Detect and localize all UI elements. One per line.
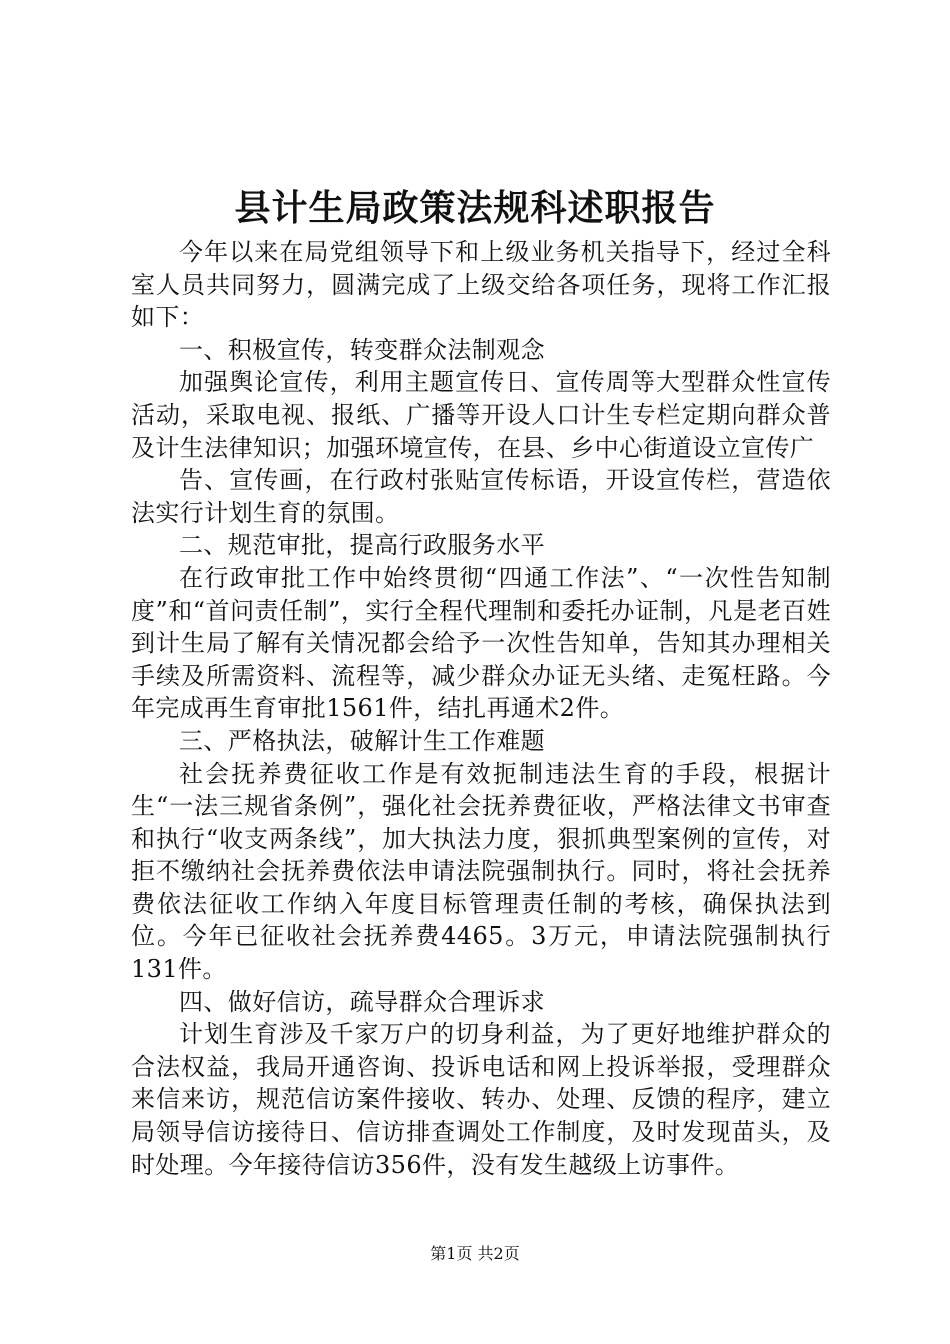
intro-paragraph: 今年以来在局党组领导下和上级业务机关指导下，经过全科室人员共同努力，圆满完成了上级交给各项任务，现将工作汇报如下： xyxy=(131,238,831,332)
section-1-paragraph-1: 加强舆论宣传，利用主题宣传日、宣传周等大型群众性宣传活动，采取电视、报纸、广播等开设人口计生专栏定期向群众普及计生法律知识；加强环境宣传，在县、乡中心街道设立宣传广 xyxy=(131,368,831,462)
section-heading-2: 二、规范审批，提高行政服务水平 xyxy=(179,531,545,560)
document-title: 县计生局政策法规科述职报告 xyxy=(234,187,716,229)
section-3-paragraph: 社会抚养费征收工作是有效扼制违法生育的手段，根据计生“一法三规省条例”，强化社会抚养费征收，严格法律文书审查和执行“收支两条线”，加大执法力度，狠抓典型案例的宣传，对拒不缴纳社会抚养费依法申请法院强制执行。同时，将社会抚养费依法征收工作纳入年度目标管理责任制的考核，确保执法到位。今年已征收社会抚养费4465。3万元，申请法院强制执行131件。 xyxy=(131,759,831,984)
section-heading-4: 四、做好信访，疏导群众合理诉求 xyxy=(179,987,545,1016)
section-heading-3: 三、严格执法，破解计生工作难题 xyxy=(179,726,545,755)
document-body xyxy=(131,236,831,1181)
section-2-paragraph: 在行政审批工作中始终贯彻“四通工作法”、“一次性告知制度”和“首问责任制”，实行全程代理制和委托办证制，凡是老百姓到计生局了解有关情况都会给予一次性告知单，告知其办理相关手续及所需资料、流程等，减少群众办证无头绪、走冤枉路。今年完成再生育审批1561件，结扎再通术2件。 xyxy=(131,563,831,723)
section-1-paragraph-2: 告、宣传画，在行政村张贴宣传标语，开设宣传栏，营造依法实行计划生育的氛围。 xyxy=(131,466,831,527)
page-number-footer: 第1页 共2页 xyxy=(430,1244,520,1263)
section-4-paragraph: 计划生育涉及千家万户的切身利益，为了更好地维护群众的合法权益，我局开通咨询、投诉电话和网上投诉举报，受理群众来信来访，规范信访案件接收、转办、处理、反馈的程序，建立局领导信访接待日、信访排查调处工作制度，及时发现苗头，及时处理。今年接待信访356件，没有发生越级上访事件。 xyxy=(131,1020,831,1179)
section-heading-1: 一、积极宣传，转变群众法制观念 xyxy=(179,335,545,364)
